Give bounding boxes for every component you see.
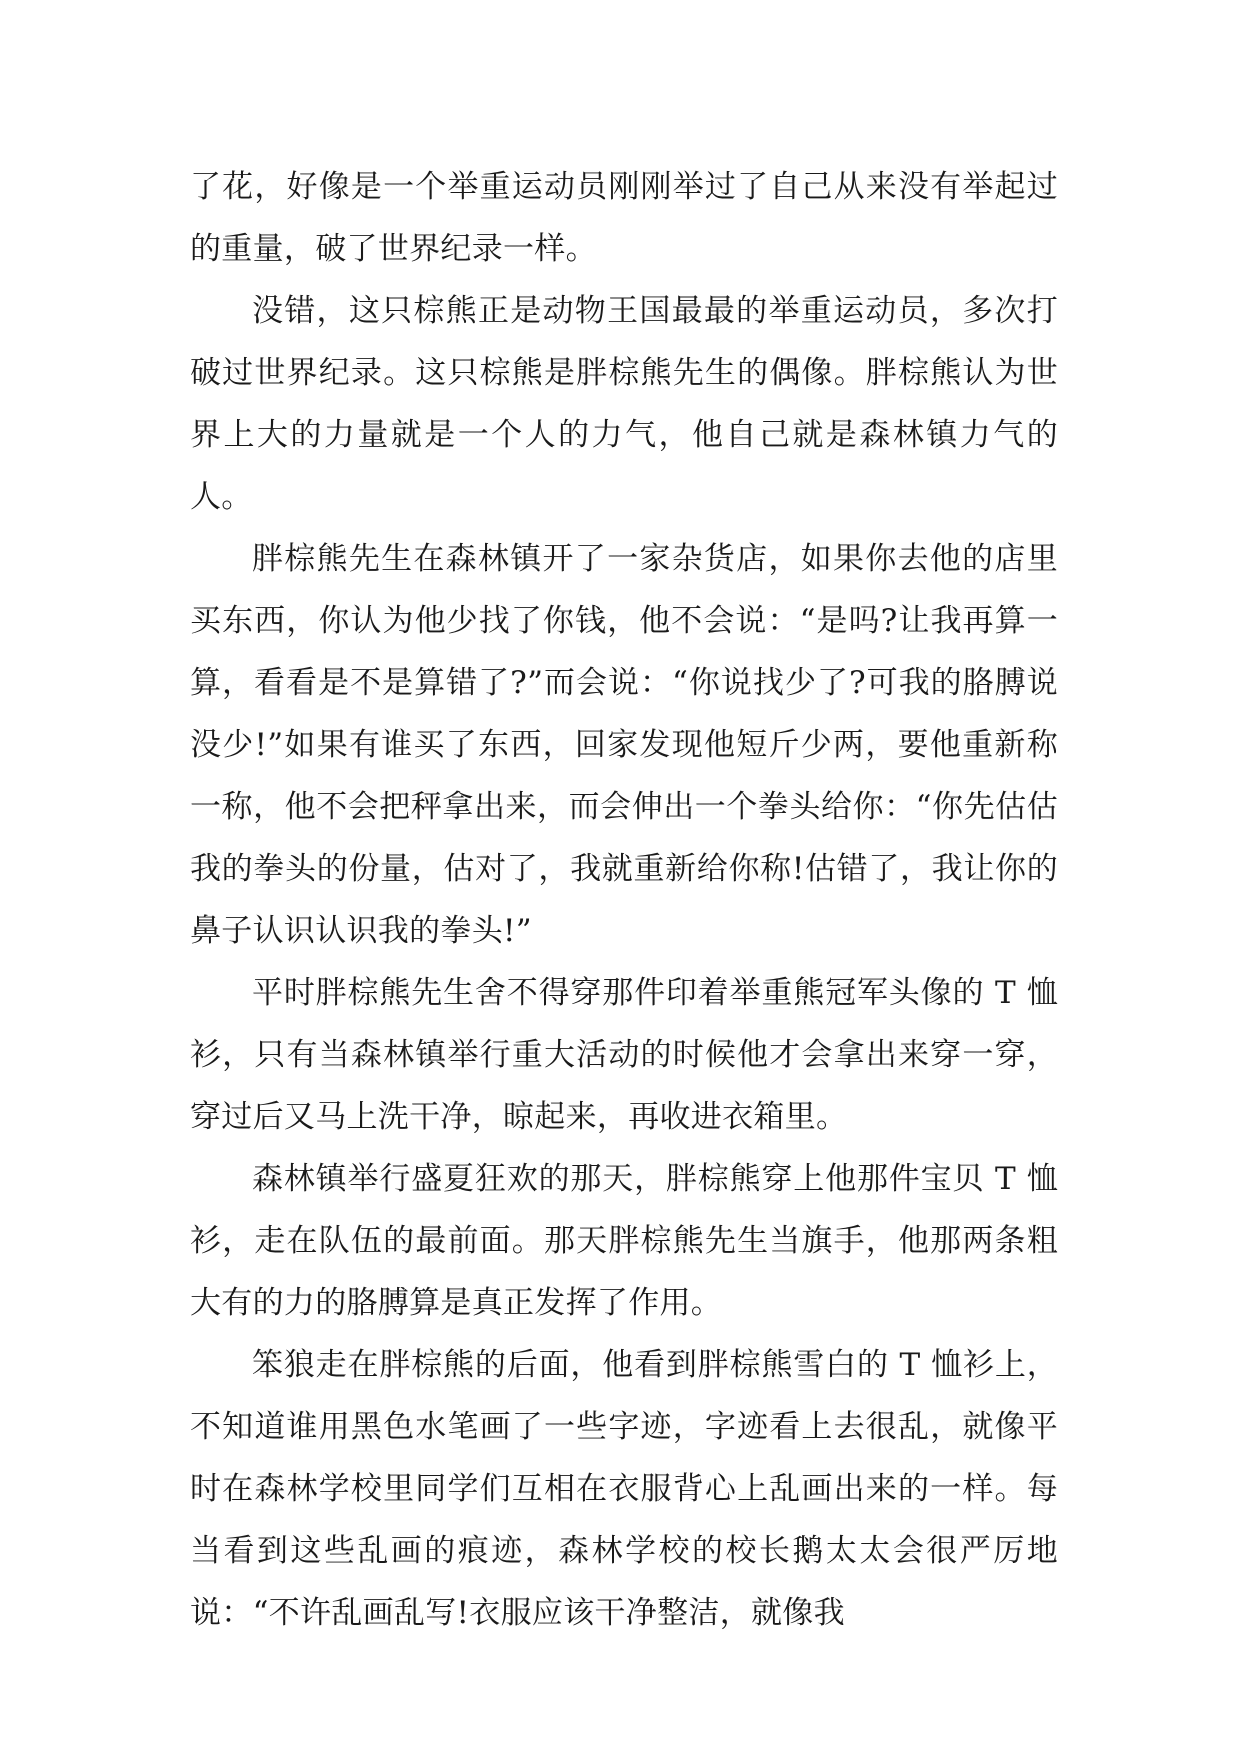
paragraph-grocery-store: 胖棕熊先生在森林镇开了一家杂货店，如果你去他的店里买东西，你认为他少找了你钱，他不会说：“是吗?让我再算一算，看看是不是算错了?”而会说：“你说找少了?可我的胳膊说没少!”如果有谁买了东西，回家发现他短斤少两，要他重新称一称，他不会把秤拿出来，而会伸出一个拳头给你：“你先估估我的拳头的份量，估对了，我就重新给你称!估错了，我让你的鼻子认识认识我的拳头!”	[190, 541, 1058, 949]
story-text	[190, 156, 1058, 1644]
paragraph-continuation: 了花，好像是一个举重运动员刚刚举过了自己从来没有举起过的重量，破了世界纪录一样。	[190, 169, 1058, 267]
paragraph-t-shirt: 平时胖棕熊先生舍不得穿那件印着举重熊冠军头像的 T 恤衫，只有当森林镇举行重大活动的时候他才会拿出来穿一穿，穿过后又马上洗干净，晾起来，再收进衣箱里。	[190, 975, 1058, 1135]
paragraph-clumsy-wolf: 笨狼走在胖棕熊的后面，他看到胖棕熊雪白的 T 恤衫上，不知道谁用黑色水笔画了一些字迹，字迹看上去很乱，就像平时在森林学校里同学们互相在衣服背心上乱画出来的一样。每当看到这些乱画的痕迹，森林学校的校长鹅太太会很严厉地说：“不许乱画乱写!衣服应该干净整洁，就像我	[190, 1347, 1058, 1631]
paragraph-brown-bear-champion: 没错，这只棕熊正是动物王国最最的举重运动员，多次打破过世界纪录。这只棕熊是胖棕熊先生的偶像。胖棕熊认为世界上大的力量就是一个人的力气，他自己就是森林镇力气的人。	[190, 293, 1058, 515]
paragraph-summer-carnival: 森林镇举行盛夏狂欢的那天，胖棕熊穿上他那件宝贝 T 恤衫，走在队伍的最前面。那天胖棕熊先生当旗手，他那两条粗大有的力的胳膊算是真正发挥了作用。	[190, 1161, 1058, 1321]
